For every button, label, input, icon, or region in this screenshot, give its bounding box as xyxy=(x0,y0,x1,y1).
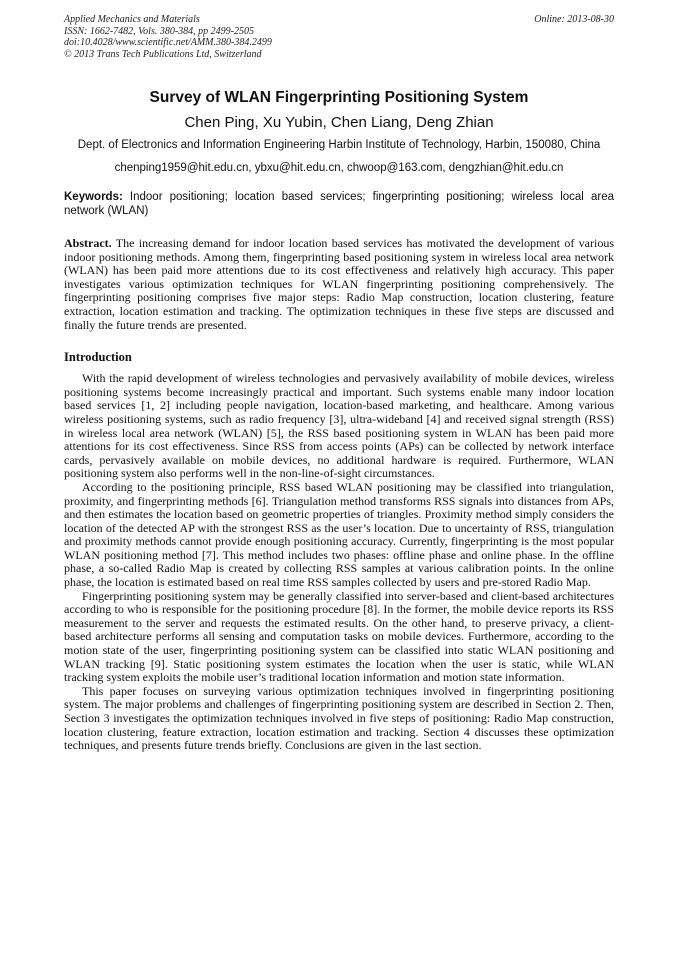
paragraph: According to the positioning principle, RSS based WLAN positioning may be classified into triangulation, proximity, and fingerprinting methods [6]. Triangulation method transforms RSS signals into distances from APs, and then estimates the location based on geometric properties of triangles. Proximity method simply considers the location of the detected AP with the strongest RSS as the user’s location. Due to uncertainty of RSS, triangulation and proximity methods cannot provide enough positioning accuracy. Currently, fingerprinting is the most popular WLAN positioning method [7]. This method includes two phases: offline phase and online phase. In the offline phase, a so-called Radio Map is created by collecting RSS samples at various calibration points. In the online phase, the location is estimated based on real time RSS samples collected by users and pre-stored Radio Map. xyxy=(64,479,614,590)
journal-name: Applied Mechanics and Materials xyxy=(64,14,200,25)
author-affiliation: Dept. of Electronics and Information Engineering Harbin Institute of Technology, Harbin, 150080, China xyxy=(77,139,601,151)
abstract-label: Abstract. xyxy=(64,236,112,250)
keywords-text: Indoor positioning; location based services; fingerprinting positioning; wireless local area network (WLAN) xyxy=(64,191,614,217)
introduction-body xyxy=(64,372,614,753)
doi-link[interactable]: doi:10.4028/www.scientific.net/AMM.380-384.2499 xyxy=(64,37,272,48)
copyright-line: © 2013 Trans Tech Publications Ltd, Switzerland xyxy=(64,48,262,60)
introduction-heading: Introduction xyxy=(64,350,132,365)
journal-header xyxy=(64,14,614,60)
keywords-label: Keywords: xyxy=(64,191,123,203)
author-emails[interactable]: chenping1959@hit.edu.cn, ybxu@hit.edu.cn, chwoop@163.com, dengzhian@hit.edu.cn xyxy=(114,162,564,174)
abstract-text: The increasing demand for indoor location based services has motivated the development of various indoor positioning methods. Among them, fingerprinting based positioning system in wireless local area network (WLAN) has been paid more attentions due to its cost effectiveness and relatively high accuracy. This paper investigates various optimization techniques for WLAN fingerprinting positioning comprehensively. The fingerprinting positioning comprises five major steps: Radio Map construction, location clustering, feature extraction, location estimation and tracking. The optimization techniques in these five steps are discussed and finally the future trends are presented. xyxy=(64,236,614,332)
paragraph: Fingerprinting positioning system may be generally classified into server-based and client-based architectures according to who is responsible for the positioning procedure [8]. In the former, the mobile device reports its RSS measurement to the server and requests the estimated results. On the other hand, to preserve privacy, a client-based architecture performs all sensing and computation tasks on mobile devices. Furthermore, according to the motion state of the user, fingerprinting positioning system can be classified into static WLAN positioning and WLAN tracking [9]. Static positioning system estimates the location when the user is static, while WLAN tracking system exploits the mobile user’s traditional location information and motion state information. xyxy=(64,588,614,685)
paper-title: Survey of WLAN Fingerprinting Positioning System xyxy=(149,89,529,106)
issn-line: ISSN: 1662-7482, Vols. 380-384, pp 2499-2505 xyxy=(64,25,254,37)
abstract xyxy=(64,237,614,332)
online-date: Online: 2013-08-30 xyxy=(534,14,614,25)
paragraph: This paper focuses on surveying various optimization techniques involved in fingerprinting positioning system. The major problems and challenges of fingerprinting positioning system are described in Section 2. Then, Section 3 investigates the optimization techniques involved in five steps of positioning: Radio Map construction, location clustering, feature extraction, location estimation and tracking. Section 4 discusses these optimization techniques, and presents future trends briefly. Conclusions are given in the last section. xyxy=(64,683,614,753)
paragraph: With the rapid development of wireless technologies and pervasively availability of mobile devices, wireless positioning systems become increasingly practical and important. Such systems enable many indoor location based services [1, 2] including people navigation, location-based marketing, and healthcare. Among various wireless positioning systems, such as radio frequency [3], ultra-wideband [4] and received signal strength (RSS) in wireless local area network (WLAN) [5], the RSS based positioning system in WLAN has been paid more attentions for its cost effectiveness. Since RSS from access points (APs) can be collected by network interface cards, pervasively available on mobile devices, no additional hardware is required. Furthermore, WLAN positioning system also performs well in the non-line-of-sight circumstances. xyxy=(64,371,614,481)
keywords xyxy=(64,190,614,218)
paper-authors: Chen Ping, Xu Yubin, Chen Liang, Deng Zhian xyxy=(184,114,494,131)
paper-page xyxy=(64,14,614,753)
